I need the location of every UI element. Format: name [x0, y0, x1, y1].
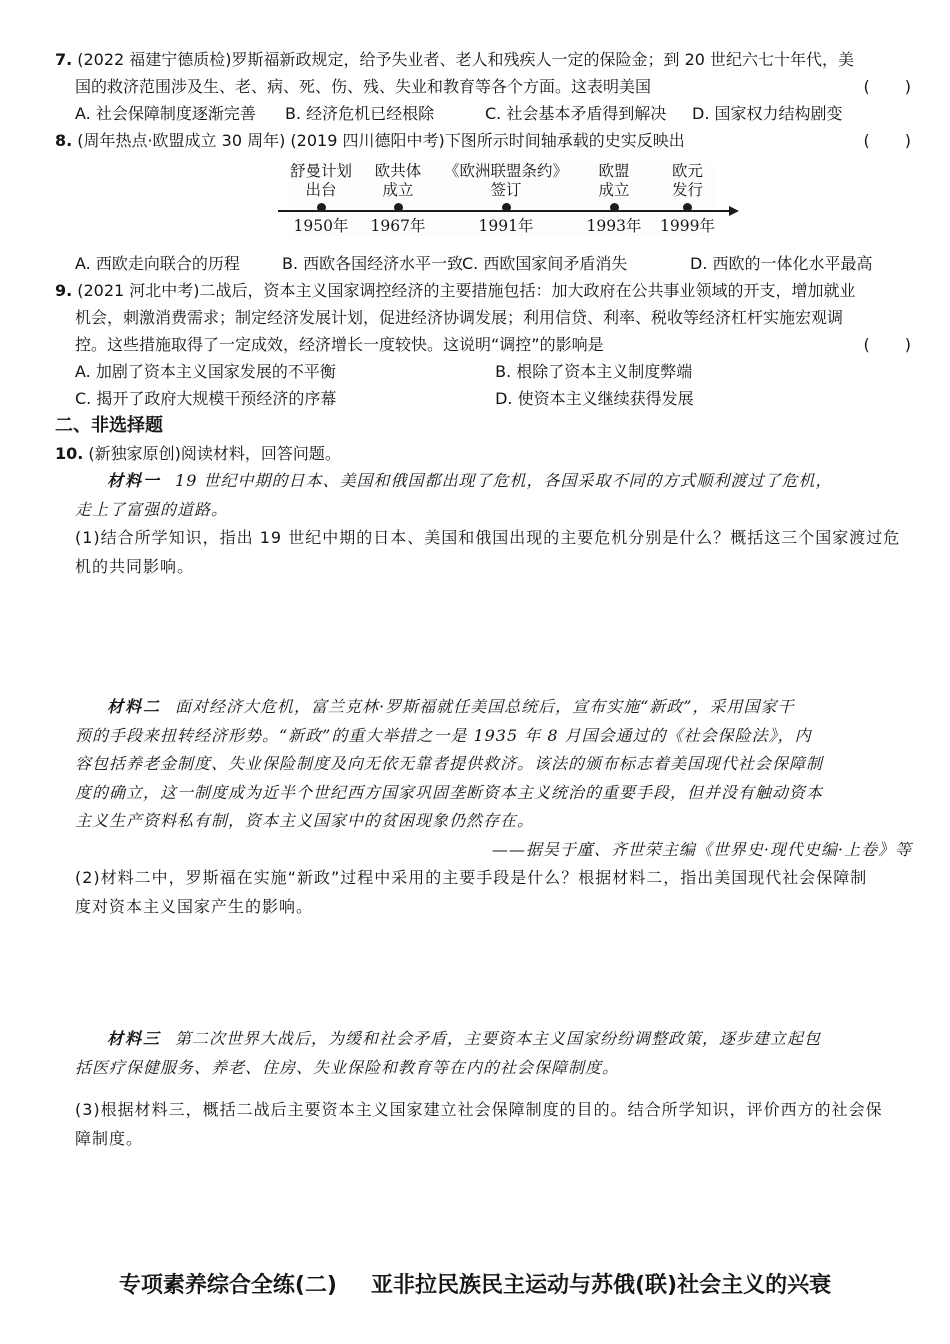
answer-space-2	[75, 921, 912, 1025]
material-1-label: 材料一	[107, 471, 162, 490]
material-1	[75, 467, 912, 524]
question-8-option-c: C. 西欧国家间矛盾消失	[462, 254, 628, 273]
sub-question-1	[75, 524, 912, 581]
question-8-option-b: B. 西欧各国经济水平一致	[282, 254, 464, 273]
section-2-heading: 二、非选择题	[55, 415, 163, 436]
question-8-option-a: A. 西欧走向联合的历程	[75, 254, 240, 273]
question-9-stem-line-3	[75, 331, 912, 358]
question-8-option-d: D. 西欧的一体化水平最高	[690, 254, 873, 273]
question-8-options	[75, 250, 912, 277]
question-10-intro-text: (新独家原创)阅读材料，回答问题。	[88, 444, 341, 463]
question-9-option-b: B. 根除了资本主义制度弊端	[495, 362, 693, 381]
timeline-event-label: 欧共体	[374, 162, 422, 180]
material-3-line-2: 括医疗保健服务、养老、住房、失业保险和教育等在内的社会保障制度。	[75, 1057, 620, 1077]
timeline-event-label: 成立	[598, 181, 630, 199]
question-9	[55, 277, 912, 412]
material-2-text: 面对经济大危机，富兰克林·罗斯福就任美国总统后，宣布实施“新政”，采用国家干	[175, 697, 795, 716]
material-2-label: 材料二	[107, 697, 162, 716]
next-section-title-part-2: 亚非拉民族民主运动与苏俄(联)社会主义的兴衰	[371, 1273, 832, 1298]
timeline-event-label: 发行	[671, 181, 703, 199]
question-7	[55, 46, 912, 127]
timeline-event-label: 欧元	[671, 162, 703, 180]
sub-question-3	[75, 1096, 912, 1153]
timeline-event-label: 《欧洲联盟条约》	[444, 162, 569, 180]
answer-space-1	[75, 581, 912, 693]
timeline-event-label: 成立	[382, 181, 414, 199]
question-8-number: 8.	[55, 131, 73, 150]
timeline-year: 1967年	[370, 217, 426, 235]
material-3	[75, 1025, 912, 1082]
question-7-option-a: A. 社会保障制度逐渐完善	[75, 104, 256, 123]
timeline-event-label: 欧盟	[598, 162, 630, 180]
timeline-dot	[394, 203, 403, 212]
question-9-option-a: A. 加剧了资本主义国家发展的不平衡	[75, 362, 336, 381]
material-1-line-2: 走上了富强的道路。	[75, 499, 229, 519]
question-7-option-b: B. 经济危机已经根除	[285, 104, 435, 123]
material-2-line-3: 容包括养老金制度、失业保险制度及向无依无靠者提供救济。该法的颁布标志着美国现代社会保障制	[75, 754, 824, 773]
question-7-option-c: C. 社会基本矛盾得到解决	[485, 104, 667, 123]
sub-question-2-line-1: (2)材料二中，罗斯福在实施“新政”过程中采用的主要手段是什么？根据材料二，指出美国现代社会保障制	[75, 868, 868, 887]
question-8-answer-bracket: ( )	[863, 131, 912, 150]
question-10-number: 10.	[55, 444, 84, 463]
timeline-year: 1991年	[478, 217, 534, 235]
material-3-line-1	[75, 1025, 912, 1054]
question-8-stem-text	[55, 127, 685, 154]
timeline-dot	[317, 203, 326, 212]
eu-integration-timeline-diagram	[290, 162, 715, 236]
timeline-event-1993	[587, 162, 642, 236]
question-9-stem-text-3: 控。这些措施取得了一定成效，经济增长一度较快。这说明“调控”的影响是	[75, 335, 604, 354]
question-9-stem-text: (2021 河北中考)二战后，资本主义国家调控经济的主要措施包括：加大政府在公共事业领域的开支，增加就业	[77, 281, 856, 300]
next-section-title-part-1: 专项素养综合全练(二)	[118, 1273, 337, 1298]
material-3-text: 第二次世界大战后，为缓和社会矛盾，主要资本主义国家纷纷调整政策，逐步建立起包	[175, 1029, 822, 1048]
question-10	[55, 440, 912, 1153]
question-7-stem-text-2: 国的救济范围涉及生、老、病、死、伤、残、失业和教育等各个方面。这表明美国	[75, 77, 652, 96]
sub-question-3-line-1: (3)根据材料三，概括二战后主要资本主义国家建立社会保障制度的目的。结合所学知识，评价西方的社会保	[75, 1100, 883, 1119]
timeline-arrow-icon	[729, 206, 739, 216]
sub-question-1-line-1: (1)结合所学知识，指出 19 世纪中期的日本、美国和俄国出现的主要危机分别是什么？概括这三个国家渡过危	[75, 528, 901, 547]
question-9-option-c: C. 揭开了政府大规模干预经济的序幕	[75, 389, 337, 408]
question-10-body	[75, 467, 912, 1153]
question-7-stem-line-2	[75, 73, 912, 100]
sub-question-2-line-2: 度对资本主义国家产生的影响。	[75, 896, 314, 916]
question-8	[55, 127, 912, 277]
timeline-dot	[610, 203, 619, 212]
timeline-dot	[683, 203, 692, 212]
question-7-stem-line-1	[55, 46, 912, 73]
timeline-event-label: 舒曼计划	[290, 162, 353, 180]
question-9-stem-line-1	[55, 277, 912, 304]
question-8-stem-line	[55, 127, 912, 154]
timeline-event-1999	[660, 162, 715, 236]
material-1-line-1	[75, 467, 912, 496]
timeline-event-1991	[444, 162, 568, 236]
question-7-answer-bracket: ( )	[863, 77, 912, 96]
question-9-options-row-2	[75, 385, 912, 412]
timeline-event-label: 签订	[490, 181, 522, 199]
material-2	[75, 693, 912, 864]
timeline-year: 1993年	[586, 217, 642, 235]
question-7-options	[75, 100, 912, 127]
material-2-source-citation: ——据吴于廑、齐世荣主编《世界史·现代史编·上卷》等	[491, 839, 912, 859]
question-7-option-d: D. 国家权力结构剧变	[692, 104, 843, 123]
material-3-label: 材料三	[107, 1029, 162, 1048]
material-2-line-2: 预的手段来扭转经济形势。“新政”的重大举措之一是 1935 年 8 月国会通过的《社会保险法》，内	[75, 725, 812, 745]
spacer	[75, 1082, 912, 1096]
timeline-year: 1999年	[660, 217, 715, 235]
question-9-option-d: D. 使资本主义继续获得发展	[495, 389, 694, 408]
sub-question-3-line-2: 障制度。	[75, 1128, 144, 1148]
question-9-number: 9.	[55, 281, 73, 300]
timeline-event-1967	[371, 162, 426, 236]
question-9-options-row-1	[75, 358, 912, 385]
question-9-stem-line-2: 机会，刺激消费需求；制定经济发展计划，促进经济协调发展；利用信贷、利率、税收等经济杠杆实施宏观调	[75, 308, 844, 327]
material-2-line-4: 度的确立，这一制度成为近半个世纪西方国家巩固垄断资本主义统治的重要手段，但并没有触动资本	[75, 782, 824, 802]
question-9-answer-bracket: ( )	[863, 335, 912, 354]
question-8-stem: (周年热点·欧盟成立 30 周年) (2019 四川德阳中考)下图所示时间轴承载的史实反映出	[77, 131, 685, 150]
material-2-line-1	[75, 693, 912, 722]
question-7-number: 7.	[55, 50, 73, 69]
question-10-intro-line	[55, 440, 912, 467]
question-7-stem-text: (2022 福建宁德质检)罗斯福新政规定，给予失业者、老人和残疾人一定的保险金；到 20 世纪六七十年代，美	[77, 50, 855, 69]
sub-question-1-line-2: 机的共同影响。	[75, 556, 195, 576]
material-2-line-5: 主义生产资料私有制，资本主义国家中的贫困现象仍然存在。	[75, 811, 535, 830]
timeline-dot	[502, 203, 511, 212]
material-1-text: 19 世纪中期的日本、美国和俄国都出现了危机，各国采取不同的方式顺利渡过了危机，	[175, 471, 833, 490]
sub-question-2	[75, 864, 912, 921]
timeline-events	[290, 162, 715, 236]
next-section-title	[0, 1272, 950, 1300]
timeline-year: 1950年	[293, 217, 349, 235]
timeline-event-1950	[290, 162, 352, 236]
timeline-event-label: 出台	[305, 181, 337, 199]
